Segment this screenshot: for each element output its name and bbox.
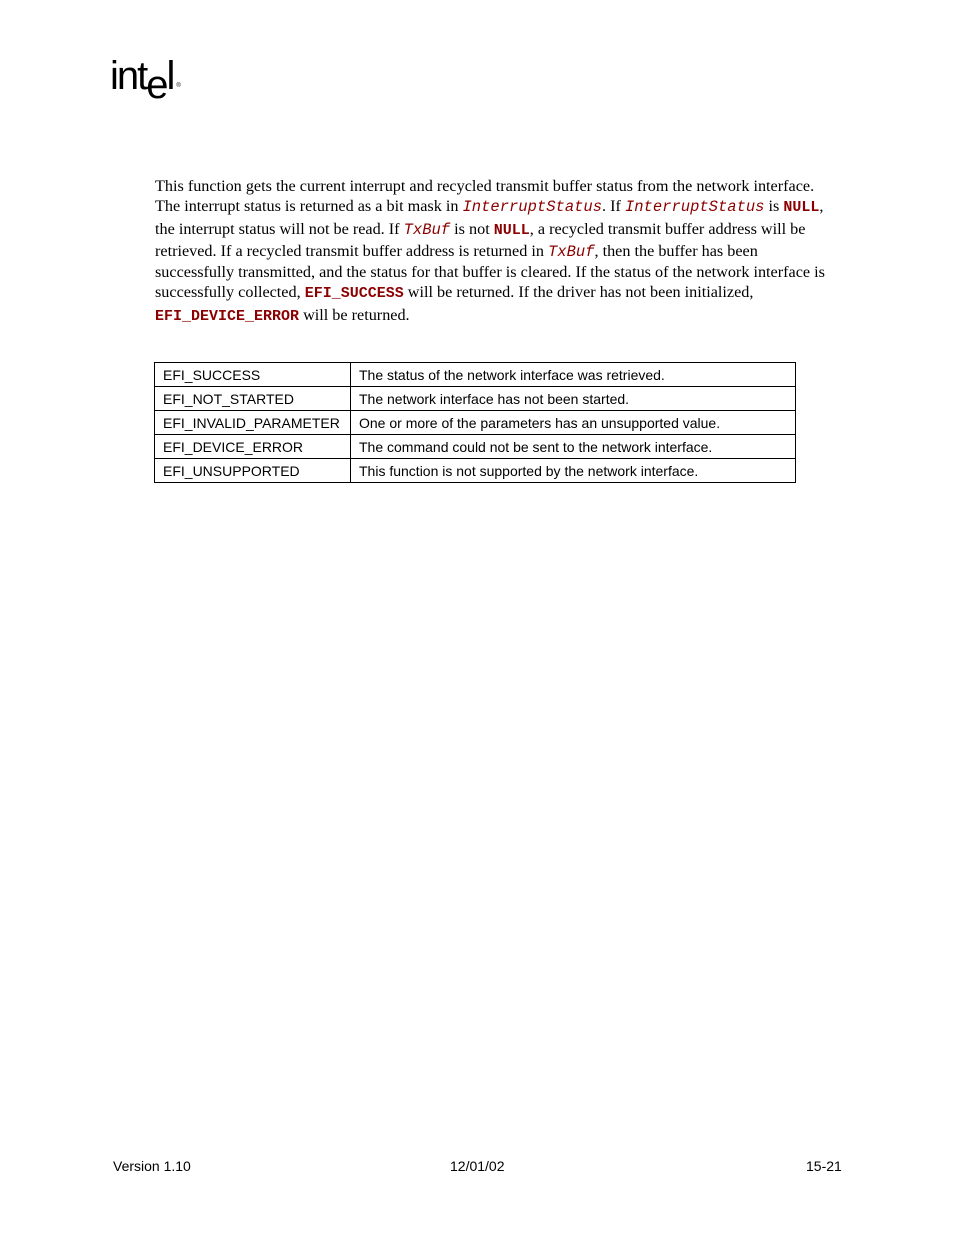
table-row	[155, 387, 796, 411]
intel-logo	[110, 54, 181, 107]
footer-date: 12/01/02	[450, 1158, 505, 1174]
table-row	[155, 363, 796, 387]
status-code: EFI_UNSUPPORTED	[155, 459, 351, 483]
description-paragraph	[155, 176, 835, 327]
status-description: One or more of the parameters has an unsupported value.	[351, 411, 796, 435]
logo-registered-mark: ®	[176, 83, 181, 89]
status-code: EFI_SUCCESS	[155, 363, 351, 387]
status-efi-device-error: EFI_DEVICE_ERROR	[155, 307, 300, 325]
status-code: EFI_NOT_STARTED	[155, 387, 351, 411]
logo-text-e: e	[146, 63, 167, 107]
status-codes-table	[154, 362, 796, 483]
desc-text: . If	[602, 197, 625, 216]
desc-text: will be returned. If the driver has not been initialized,	[403, 283, 754, 302]
desc-text: , then the buffer has been successfully transmitted, and the status for that buffer is cleared. If the status of the network interface is successfully collected,	[155, 241, 825, 302]
null-constant: NULL	[783, 199, 820, 217]
param-txbuf: TxBuf	[547, 242, 595, 261]
desc-text: , the interrupt status will not be read. If	[155, 197, 824, 238]
status-description: The command could not be sent to the network interface.	[351, 435, 796, 459]
param-interrupt-status: InterruptStatus	[462, 198, 603, 217]
desc-text: will be returned.	[299, 305, 410, 324]
footer-page-number: 15-21	[806, 1158, 842, 1174]
null-constant: NULL	[493, 221, 530, 239]
table-row	[155, 435, 796, 459]
logo-text-l: l	[166, 54, 174, 98]
desc-text: This function gets the current interrupt and recycled transmit buffer status from the network interface. The interrupt status is returned as a bit mask in	[155, 177, 815, 216]
table-row	[155, 411, 796, 435]
desc-text: is	[764, 197, 784, 216]
status-efi-success: EFI_SUCCESS	[304, 285, 404, 303]
status-description: This function is not supported by the network interface.	[351, 459, 796, 483]
desc-text: is not	[450, 219, 494, 238]
desc-text: , a recycled transmit buffer address will be retrieved. If a recycled transmit buffer address is returned in	[155, 219, 806, 260]
logo-text-int: int	[110, 54, 147, 98]
status-description: The status of the network interface was retrieved.	[351, 363, 796, 387]
status-description: The network interface has not been started.	[351, 387, 796, 411]
param-txbuf: TxBuf	[403, 220, 451, 239]
status-code: EFI_INVALID_PARAMETER	[155, 411, 351, 435]
table-row	[155, 459, 796, 483]
footer-version: Version 1.10	[113, 1158, 191, 1174]
status-code: EFI_DEVICE_ERROR	[155, 435, 351, 459]
param-interrupt-status: InterruptStatus	[624, 198, 765, 217]
